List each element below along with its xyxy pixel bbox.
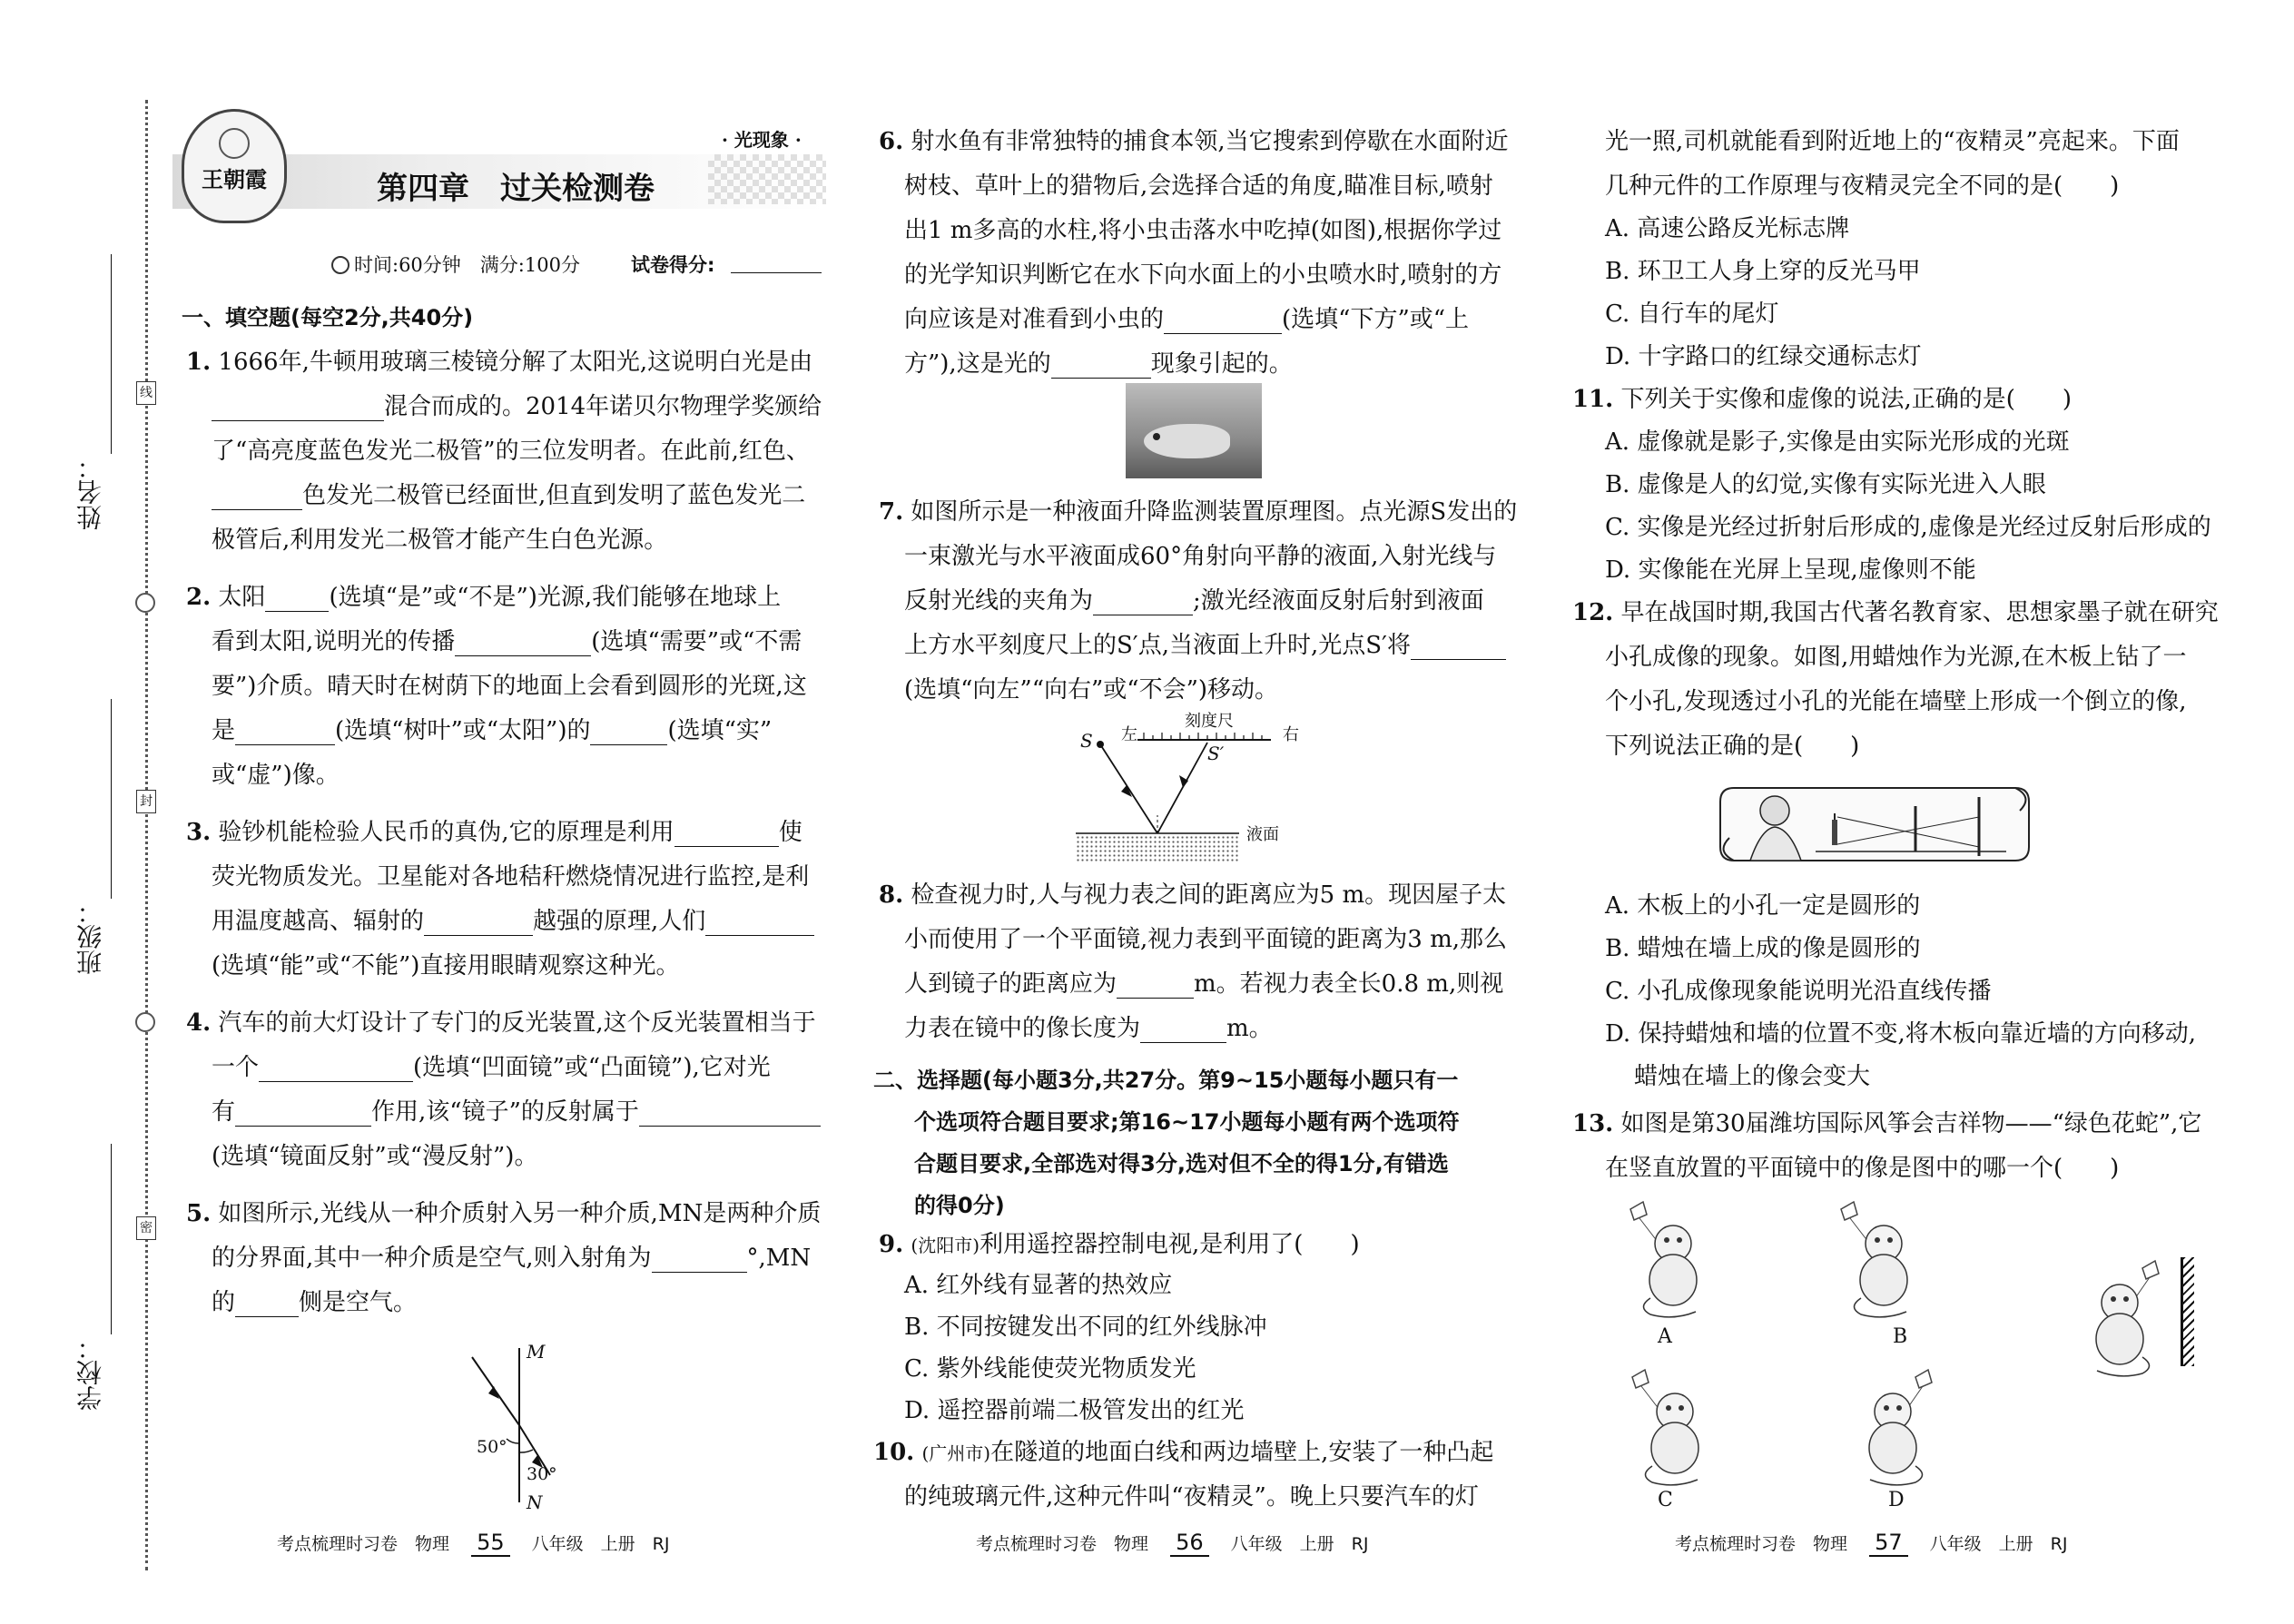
question-number: 4.	[186, 1009, 212, 1037]
q12-line: 下列说法正确的是( )	[1605, 733, 1860, 760]
logo-emblem-icon	[219, 128, 250, 159]
q4-line	[212, 1097, 821, 1127]
answer-blank[interactable]	[259, 1058, 413, 1082]
question-number: 11.	[1572, 386, 1614, 413]
option-d-continued: 蜡烛在墙上的像会变大	[1634, 1063, 1871, 1090]
q4-line	[212, 1053, 771, 1082]
answer-blank[interactable]	[1093, 591, 1193, 615]
option-label-b: B	[1893, 1325, 1908, 1348]
q3-line: 荧光物质发光。卫星能对各地秸秆燃烧情况进行监控,是利	[212, 863, 810, 891]
question-source: (广州市)	[921, 1442, 991, 1464]
q6-text: 射水鱼有非常独特的捕食本领,当它搜索到停歇在水面附近	[911, 128, 1509, 155]
q4-line: (选填“镜面反射”或“漫反射”)。	[212, 1143, 538, 1170]
q5-line	[212, 1244, 811, 1273]
q7-text: 上方水平刻度尺上的S′点,当液面上升时,光点S′将	[904, 632, 1411, 659]
option-b[interactable]: B. 环卫工人身上穿的反光马甲	[1605, 258, 1921, 285]
answer-blank[interactable]	[1411, 635, 1506, 660]
page-number: 56	[1170, 1530, 1209, 1557]
q7-line: 一束激光与水平液面成60°角射向平静的液面,入射光线与	[904, 543, 1497, 570]
question-1	[186, 348, 812, 377]
option-d[interactable]: D. 十字路口的红绿交通标志灯	[1605, 343, 1922, 370]
q1-text: 色发光二极管已经面世,但直到发明了蓝色发光二	[302, 482, 806, 509]
q2-text: 看到太阳,说明光的传播	[212, 628, 456, 655]
answer-blank[interactable]	[652, 1248, 747, 1273]
mascot-drawing	[1834, 1198, 1925, 1325]
question-11	[1572, 385, 2072, 414]
q2-text: (选填“树叶”或“太阳”)的	[335, 717, 591, 744]
q6-text: 现象引起的。	[1150, 350, 1293, 378]
q2-line: 要”)介质。晴天时在树荫下的地面上会看到圆形的光斑,这	[212, 673, 807, 700]
label-m: M	[527, 1341, 546, 1363]
q13-text: 如图是第30届潍坊国际风筝会吉祥物——“绿色花蛇”,它	[1620, 1110, 2202, 1137]
q8-text: 检查视力时,人与视力表之间的距离应为5 m。现因屋子太	[911, 881, 1507, 909]
mascot-drawing	[1852, 1366, 1943, 1493]
footer-right: 八年级 上册 RJ	[531, 1534, 670, 1554]
binding-mark-seal: 封	[136, 790, 156, 813]
q12-line: 小孔成像的现象。如图,用蜡烛作为光源,在木板上钻了一	[1605, 644, 2187, 671]
question-5	[186, 1199, 821, 1228]
answer-blank[interactable]	[1051, 354, 1151, 379]
answer-blank[interactable]	[1140, 1019, 1226, 1043]
answer-blank[interactable]	[265, 587, 329, 612]
option-c[interactable]: C. 紫外线能使荧光物质发光	[904, 1355, 1196, 1383]
class-label: 班级：	[75, 899, 105, 975]
mascot-option-b[interactable]	[1834, 1198, 1925, 1325]
section-2-title	[873, 1059, 1460, 1226]
answer-blank[interactable]	[212, 397, 384, 421]
option-c[interactable]: C. 实像是光经过折射后形成的,虚像是光经过反射后形成的	[1605, 514, 2211, 541]
q6-line	[904, 349, 1293, 379]
question-9	[879, 1230, 1360, 1260]
school-field[interactable]	[111, 1144, 112, 1334]
fish-eye	[1153, 433, 1160, 440]
mascot-original	[2079, 1257, 2170, 1384]
q10-line: 光一照,司机就能看到附近地上的“夜精灵”亮起来。下面	[1605, 128, 2180, 155]
mascot-drawing	[1625, 1366, 1716, 1493]
question-source: (沈阳市)	[911, 1235, 980, 1256]
q8-line	[904, 969, 1503, 999]
question-6	[879, 127, 1509, 156]
q2-text: (选填“实”	[667, 717, 773, 744]
option-label-d: D	[1888, 1489, 1905, 1511]
q5-text: 的分界面,其中一种介质是空气,则入射角为	[212, 1245, 652, 1272]
q7-line: (选填“向左”“向右”或“不会”)移动。	[904, 676, 1279, 704]
q9-text: 利用遥控器控制电视,是利用了( )	[980, 1231, 1360, 1258]
option-b[interactable]: B. 蜡烛在墙上成的像是圆形的	[1605, 935, 1921, 962]
answer-blank[interactable]	[1117, 974, 1194, 999]
answer-blank[interactable]	[235, 1102, 371, 1127]
label-n: N	[527, 1491, 543, 1513]
answer-blank[interactable]	[235, 1293, 299, 1317]
q4-text: 汽车的前大灯设计了专门的反光装置,这个反光装置相当于	[218, 1009, 816, 1037]
level-monitor-diagram	[1076, 708, 1330, 867]
q4-text: 一个	[212, 1054, 260, 1081]
q10-line: 的纯玻璃元件,这种元件叫“夜精灵”。晚上只要汽车的灯	[904, 1483, 1479, 1511]
q7-text: 反射光线的夹角为	[904, 587, 1094, 615]
q6-text: (选填“下方”或“上	[1282, 306, 1470, 333]
school-label: 学校：	[75, 1334, 105, 1411]
question-4	[186, 1009, 816, 1038]
answer-blank[interactable]	[235, 721, 335, 745]
q3-line: (选填“能”或“不能”)直接用眼睛观察这种光。	[212, 952, 680, 979]
option-label-a: A	[1658, 1325, 1672, 1348]
page-footer	[976, 1530, 1368, 1557]
q5-text: 的	[212, 1289, 236, 1316]
question-2	[186, 583, 781, 612]
q4-text: 有	[212, 1098, 236, 1126]
answer-blank[interactable]	[590, 721, 667, 745]
q4-text: (选填“凹面镜”或“凸面镜”),它对光	[413, 1054, 771, 1081]
q5-text: 侧是空气。	[299, 1289, 418, 1316]
question-10	[873, 1438, 1493, 1468]
angle-30: 30°	[527, 1464, 557, 1484]
section-2-line: 的得0分)	[914, 1193, 1005, 1218]
question-number: 13.	[1572, 1110, 1614, 1137]
q3-text: 用温度越高、辐射的	[212, 908, 425, 935]
q2-text: (选填“需要”或“不需	[591, 628, 802, 655]
option-label-c: C	[1658, 1489, 1673, 1511]
section-1-title: 一、填空题(每空2分,共40分)	[182, 305, 474, 330]
q10-text: 在隧道的地面白线和两边墙壁上,安装了一种凸起	[990, 1439, 1494, 1466]
answer-blank[interactable]	[212, 486, 302, 510]
q1-text: 混合而成的。2014年诺贝尔物理学奖颁给	[384, 393, 822, 420]
binding-circle-icon	[135, 593, 155, 613]
name-label: 姓名：	[75, 454, 105, 530]
option-c[interactable]: C. 小孔成像现象能说明光沿直线传播	[1605, 978, 1992, 1005]
answer-blank[interactable]	[639, 1102, 821, 1127]
q5-line	[212, 1288, 417, 1317]
option-a[interactable]: A. 高速公路反光标志牌	[1605, 215, 1850, 242]
name-field[interactable]	[111, 254, 112, 454]
label-ruler: 刻度尺	[1185, 712, 1234, 731]
footer-left: 考点梳理时习卷 物理	[1675, 1534, 1848, 1554]
angle-50: 50°	[477, 1437, 507, 1457]
q6-text: 方”),这是光的	[904, 350, 1051, 378]
page-title: 第四章 过关检测卷	[377, 171, 655, 207]
option-c[interactable]: C. 自行车的尾灯	[1605, 300, 1779, 328]
q2-line	[212, 716, 772, 745]
q5-text: °,MN	[746, 1245, 812, 1272]
question-number: 3.	[186, 819, 212, 846]
q1-line: 极管后,利用发光二极管才能产生白色光源。	[212, 527, 668, 554]
q6-line: 的光学知识判断它在水下向水面上的小虫喷水时,喷射的方	[904, 261, 1502, 289]
footer-left: 考点梳理时习卷 物理	[277, 1534, 450, 1554]
mascot-option-d[interactable]	[1852, 1366, 1943, 1493]
q1-line	[212, 392, 822, 421]
question-7	[879, 497, 1517, 527]
q7-text: ;激光经液面反射后射到液面	[1193, 587, 1484, 615]
option-a[interactable]: A. 红外线有显著的热效应	[904, 1272, 1173, 1299]
section-2-line: 合题目要求,全部选对得3分,选对但不全的得1分,有错选	[914, 1151, 1449, 1176]
question-number: 8.	[879, 881, 904, 909]
exam-info: 时间:60分钟 满分:100分	[354, 254, 580, 276]
q7-line	[904, 631, 1506, 660]
pinhole-svg	[1707, 770, 2043, 874]
option-d[interactable]: D. 实像能在光屏上呈现,虚像则不能	[1605, 556, 1976, 584]
brand-logo	[182, 109, 287, 223]
pinhole-scroll-figure	[1707, 770, 2043, 874]
question-number: 9.	[879, 1231, 904, 1258]
q3-line	[212, 907, 814, 936]
refraction-svg	[454, 1339, 581, 1511]
q6-text: 向应该是对准看到小虫的	[904, 306, 1165, 333]
question-number: 12.	[1572, 599, 1614, 626]
q2-text: 是	[212, 717, 236, 744]
q2-text: 太阳	[218, 584, 266, 611]
option-a[interactable]: A. 虚像就是影子,实像是由实际光形成的光斑	[1605, 428, 2070, 456]
answer-blank[interactable]	[674, 822, 779, 847]
label-surface: 液面	[1246, 825, 1279, 844]
q8-line	[904, 1014, 1273, 1043]
page-number: 57	[1869, 1530, 1908, 1557]
question-number: 2.	[186, 584, 212, 611]
q5-text: 如图所示,光线从一种介质射入另一种介质,MN是两种介质	[218, 1200, 822, 1227]
page-footer	[277, 1530, 669, 1557]
q6-line: 出1 m多高的水柱,将小虫击落水中吃掉(如图),根据你学过	[904, 217, 1502, 244]
q8-text: 力表在镜中的像长度为	[904, 1015, 1141, 1042]
answer-blank[interactable]	[455, 632, 591, 656]
question-8	[879, 881, 1506, 910]
q8-text: m。	[1226, 1015, 1273, 1042]
mascot-drawing	[1623, 1198, 1714, 1325]
q2-line: 或“虚”)像。	[212, 762, 340, 789]
answer-blank[interactable]	[424, 911, 533, 936]
q7-text: 如图所示是一种液面升降监测装置原理图。点光源S发出的	[911, 498, 1518, 526]
question-number: 1.	[186, 349, 212, 376]
label-right: 右	[1283, 725, 1299, 744]
option-b[interactable]: B. 不同按键发出不同的红外线脉冲	[904, 1314, 1267, 1341]
q1-line: 了“高亮度蓝色发光二极管”的三位发明者。在此前,红色、	[212, 438, 810, 465]
footer-right: 八年级 上册 RJ	[1929, 1534, 2068, 1554]
mascot-drawing	[2079, 1257, 2170, 1384]
question-3	[186, 818, 802, 847]
water-pattern	[1076, 835, 1239, 862]
mascot-option-a[interactable]	[1623, 1198, 1714, 1325]
question-number: 7.	[879, 498, 904, 526]
q11-text: 下列关于实像和虚像的说法,正确的是( )	[1620, 386, 2072, 413]
section-2-line: 二、选择题(每小题3分,共27分。第9~15小题每小题只有一	[873, 1068, 1459, 1093]
option-d[interactable]: D. 保持蜡烛和墙的位置不变,将木板向靠近墙的方向移动,	[1605, 1020, 2196, 1048]
q8-line: 小而使用了一个平面镜,视力表到平面镜的距离为3 m,那么	[904, 926, 1507, 953]
answer-blank[interactable]	[705, 911, 814, 936]
q8-text: m。若视力表全长0.8 m,则视	[1194, 970, 1504, 998]
page-number: 55	[471, 1530, 510, 1557]
question-12	[1572, 598, 2219, 627]
question-number: 6.	[879, 128, 904, 155]
answer-blank[interactable]	[1164, 310, 1282, 334]
binding-mark-secret: 密	[136, 1216, 156, 1240]
q7-line	[904, 586, 1484, 615]
option-d[interactable]: D. 遥控器前端二极管发出的红光	[904, 1397, 1245, 1424]
q8-text: 人到镜子的距离应为	[904, 970, 1117, 998]
q2-text: (选填“是”或“不是”)光源,我们能够在地球上	[329, 584, 782, 611]
page-footer	[1675, 1530, 2067, 1557]
option-b[interactable]: B. 虚像是人的幻觉,实像有实际光进入人眼	[1605, 471, 2046, 498]
archer-fish-photo	[1126, 383, 1262, 478]
q3-text: 越强的原理,人们	[533, 908, 706, 935]
clock-icon	[331, 256, 350, 274]
label-s: S	[1080, 730, 1093, 752]
score-field[interactable]	[731, 272, 822, 273]
q1-line: 1666年,牛顿用玻璃三棱镜分解了太阳光,这说明白光是由	[218, 349, 813, 376]
binding-circle-icon	[135, 1012, 155, 1032]
header-checker	[708, 154, 826, 204]
score-label: 试卷得分:	[631, 254, 715, 276]
q1-line	[212, 481, 805, 510]
question-13	[1572, 1109, 2201, 1138]
binding-dotted-line	[145, 100, 148, 1570]
q12-line: 个小孔,发现透过小孔的光能在墙壁上形成一个倒立的像,	[1605, 688, 2187, 715]
q4-text: 作用,该“镜子”的反射属于	[371, 1098, 639, 1126]
refraction-diagram	[454, 1339, 581, 1511]
label-left: 左	[1121, 725, 1137, 744]
label-s-prime: S′	[1207, 743, 1225, 764]
q10-line: 几种元件的工作原理与夜精灵完全不同的是( )	[1605, 172, 2120, 200]
q12-text: 早在战国时期,我国古代著名教育家、思想家墨子就在研究	[1620, 599, 2219, 626]
section-2-line: 个选项符合题目要求;第16~17小题每小题有两个选项符	[914, 1109, 1460, 1135]
q6-line: 树枝、草叶上的猎物后,会选择合适的角度,瞄准目标,喷射	[904, 172, 1493, 200]
q2-line	[212, 627, 802, 656]
question-number: 10.	[873, 1439, 915, 1466]
option-a[interactable]: A. 木板上的小孔一定是圆形的	[1605, 892, 1921, 920]
class-field[interactable]	[111, 699, 112, 899]
footer-right: 八年级 上册 RJ	[1230, 1534, 1369, 1554]
mascot-option-c[interactable]	[1625, 1366, 1716, 1493]
footer-left: 考点梳理时习卷 物理	[976, 1534, 1149, 1554]
q13-line: 在竖直放置的平面镜中的像是图中的哪一个( )	[1605, 1155, 2120, 1182]
question-number: 5.	[186, 1200, 212, 1227]
logo-text: 王朝霞	[202, 166, 267, 192]
plane-mirror	[2181, 1257, 2194, 1366]
q3-text: 使	[778, 819, 802, 846]
chapter-tag: · 光现象 ·	[722, 129, 802, 151]
binding-mark-line: 线	[136, 381, 156, 405]
fish-shape	[1144, 424, 1230, 458]
q3-text: 验钞机能检验人民币的真伪,它的原理是利用	[218, 819, 674, 846]
q6-line	[904, 305, 1469, 334]
